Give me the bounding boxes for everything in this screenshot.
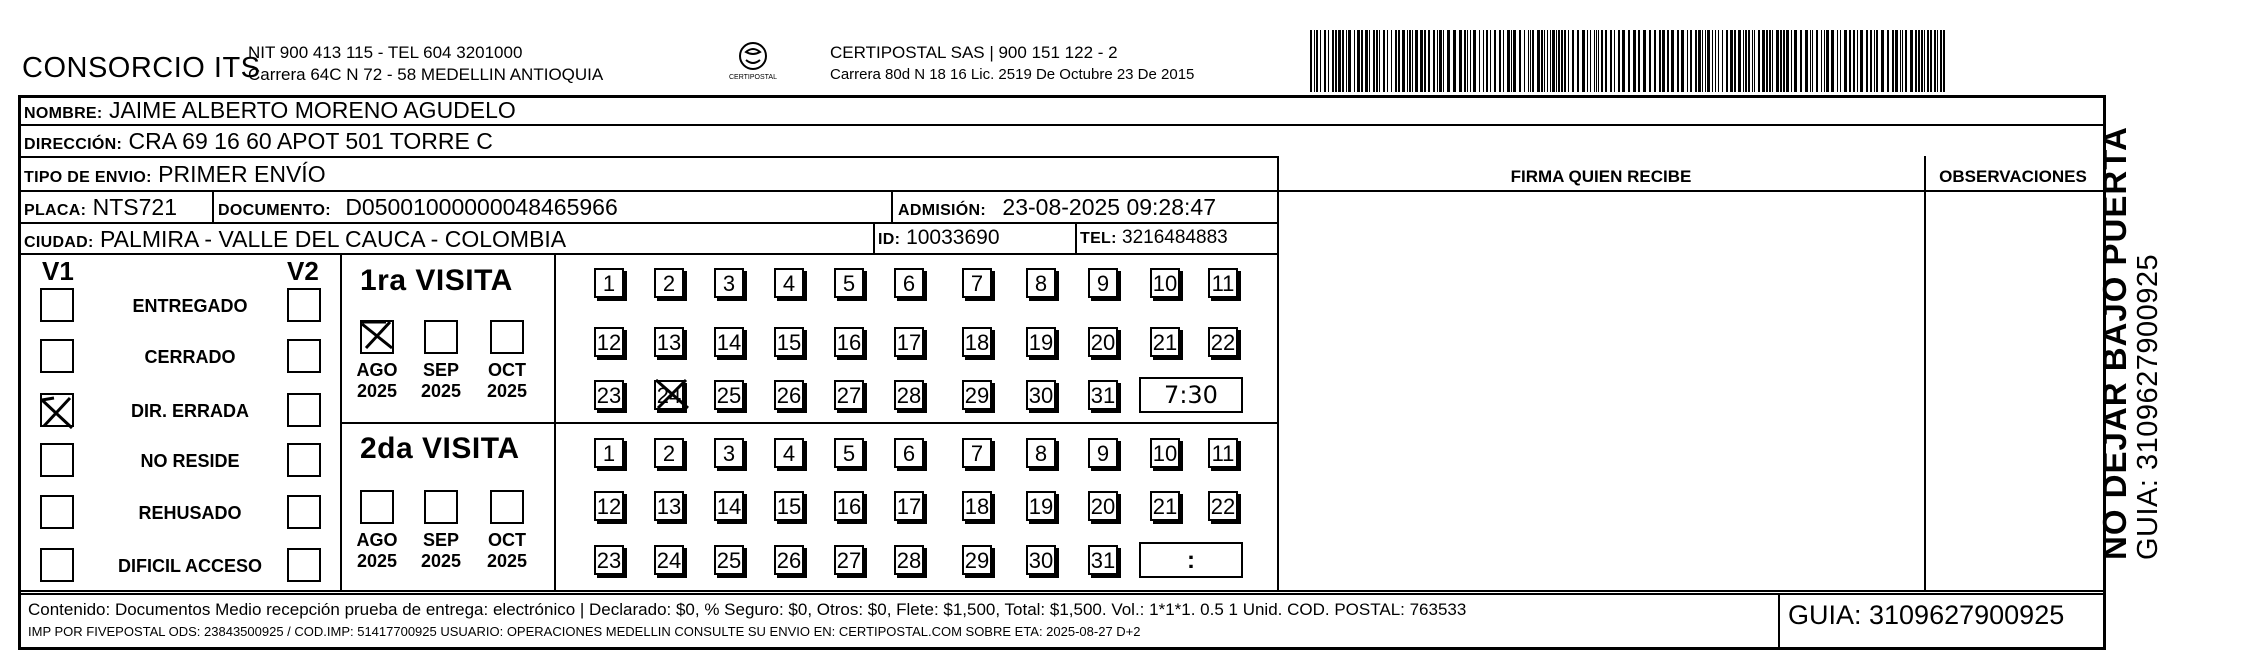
- day-box[interactable]: 30: [1026, 380, 1056, 410]
- ciudad-value: PALMIRA - VALLE DEL CAUCA - COLOMBIA: [100, 226, 567, 252]
- placa-value: NTS721: [92, 194, 178, 220]
- status-label: ENTREGADO: [132, 296, 248, 316]
- carrier-line: CERTIPOSTAL SAS | 900 151 122 - 2: [830, 43, 1118, 62]
- month-checkbox[interactable]: [424, 320, 458, 354]
- day-box[interactable]: 20: [1088, 491, 1118, 521]
- tipo-value: PRIMER ENVÍO: [158, 161, 326, 187]
- day-box[interactable]: 15: [774, 491, 804, 521]
- day-box[interactable]: 17: [894, 491, 924, 521]
- carrier-info: [830, 42, 1194, 86]
- day-box[interactable]: 19: [1026, 491, 1056, 521]
- company-address: Carrera 64C N 72 - 58 MEDELLIN ANTIOQUIA: [248, 65, 604, 84]
- footer-contenido: Contenido: Documentos Medio recepción prueba de entrega: electrónico | Declarado: $0, % Seguro: $0, Otros: $0, Flete: $1,500, Total: $1,500. Vol.: 1*1*1. 0.5 1 Unid. COD. POSTAL: 763533: [28, 600, 1467, 619]
- day-box[interactable]: 13: [654, 491, 684, 521]
- nombre-label: NOMBRE:: [24, 105, 103, 122]
- month-label: [352, 530, 402, 572]
- day-box[interactable]: 22: [1208, 327, 1238, 357]
- day-box[interactable]: 25: [714, 545, 744, 575]
- day-box[interactable]: 4: [774, 438, 804, 468]
- direccion-row: [24, 128, 493, 155]
- documento-value: D05001000000048465966: [345, 194, 618, 220]
- barcode: [1310, 30, 1950, 92]
- month-name: SEP: [422, 360, 460, 380]
- side-guia: GUIA: 3109627900925: [2132, 253, 2164, 560]
- day-box[interactable]: 10: [1150, 438, 1180, 468]
- day-box[interactable]: 5: [834, 438, 864, 468]
- v2-checkbox[interactable]: [287, 393, 321, 427]
- status-label: DIFICIL ACCESO: [117, 556, 262, 576]
- tipo-label: TIPO DE ENVIO:: [24, 169, 152, 186]
- day-box[interactable]: 30: [1026, 545, 1056, 575]
- month-checkbox[interactable]: [360, 320, 394, 354]
- day-box[interactable]: 29: [962, 545, 992, 575]
- month-checkbox[interactable]: [424, 490, 458, 524]
- day-box[interactable]: 14: [714, 491, 744, 521]
- month-label: [352, 360, 402, 402]
- company-name: CONSORCIO ITS: [22, 52, 261, 84]
- day-box[interactable]: 28: [894, 545, 924, 575]
- admision-label: ADMISIÓN:: [898, 202, 987, 219]
- day-box[interactable]: 10: [1150, 268, 1180, 298]
- month-name: AGO: [356, 360, 398, 380]
- ciudad-label: CIUDAD:: [24, 234, 94, 251]
- v2-checkbox[interactable]: [287, 443, 321, 477]
- documento-label: DOCUMENTO:: [218, 202, 331, 219]
- day-box[interactable]: 2: [654, 268, 684, 298]
- day-box[interactable]: 21: [1150, 491, 1180, 521]
- firma-header: FIRMA QUIEN RECIBE: [1510, 167, 1692, 186]
- month-label: [482, 530, 532, 572]
- logo-text: CERTIPOSTAL: [729, 74, 777, 81]
- month-year: 2025: [420, 551, 462, 571]
- month-name: SEP: [422, 530, 460, 550]
- carrier-address: Carrera 80d N 18 16 Lic. 2519 De Octubre 23 De 2015: [830, 66, 1195, 83]
- nit-line: NIT 900 413 115 - TEL 604 3201000: [248, 43, 523, 62]
- month-label: [482, 360, 532, 402]
- day-box[interactable]: 22: [1208, 491, 1238, 521]
- v2-checkbox[interactable]: [287, 548, 321, 582]
- id-value: 10033690: [906, 226, 1000, 249]
- month-checkbox[interactable]: [490, 320, 524, 354]
- v2-checkbox[interactable]: [287, 288, 321, 322]
- day-box[interactable]: 1: [594, 268, 624, 298]
- v2-checkbox[interactable]: [287, 339, 321, 373]
- day-box[interactable]: 2: [654, 438, 684, 468]
- v1-checkbox[interactable]: [40, 339, 74, 373]
- month-checkbox[interactable]: [490, 490, 524, 524]
- day-box[interactable]: 31: [1088, 545, 1118, 575]
- day-box[interactable]: 23: [594, 545, 624, 575]
- status-label: CERRADO: [144, 347, 236, 367]
- day-box[interactable]: 6: [894, 268, 924, 298]
- month-label: [416, 530, 466, 572]
- day-box[interactable]: 29: [962, 380, 992, 410]
- day-box[interactable]: 9: [1088, 438, 1118, 468]
- v1-header: V1: [42, 256, 74, 286]
- status-label: DIR. ERRADA: [130, 401, 249, 421]
- direccion-value: CRA 69 16 60 APOT 501 TORRE C: [128, 128, 493, 154]
- day-box[interactable]: 16: [834, 327, 864, 357]
- tel-value: 3216484883: [1122, 227, 1228, 248]
- day-box[interactable]: 1: [594, 438, 624, 468]
- observaciones-header: OBSERVACIONES: [1939, 167, 2087, 186]
- v1-checkbox[interactable]: [40, 288, 74, 322]
- day-box[interactable]: 12: [594, 491, 624, 521]
- v1-checkbox[interactable]: [40, 548, 74, 582]
- day-box[interactable]: 3: [714, 268, 744, 298]
- day-box[interactable]: 26: [774, 545, 804, 575]
- v2-checkbox[interactable]: [287, 495, 321, 529]
- ciudad-row: [24, 226, 566, 253]
- day-box[interactable]: 16: [834, 491, 864, 521]
- side-text: [2096, 126, 2165, 560]
- month-year: 2025: [356, 381, 398, 401]
- day-box[interactable]: 21: [1150, 327, 1180, 357]
- direccion-label: DIRECCIÓN:: [24, 136, 123, 153]
- company-info: [248, 42, 603, 86]
- documento-row: [218, 194, 618, 221]
- month-year: 2025: [420, 381, 462, 401]
- day-box[interactable]: 8: [1026, 268, 1056, 298]
- nombre-row: [24, 97, 516, 124]
- day-box[interactable]: 6: [894, 438, 924, 468]
- tel-label: TEL:: [1080, 230, 1117, 247]
- placa-row: [24, 194, 177, 221]
- first-visit-title: 1ra VISITA: [360, 264, 513, 297]
- v1-checkbox[interactable]: [40, 495, 74, 529]
- day-box[interactable]: 13: [654, 327, 684, 357]
- v1-checkbox[interactable]: [40, 443, 74, 477]
- second-visit-time[interactable]: :: [1139, 542, 1243, 578]
- admision-value: 23-08-2025 09:28:47: [1002, 194, 1216, 220]
- placa-label: PLACA:: [24, 202, 87, 219]
- month-year: 2025: [486, 551, 528, 571]
- day-box[interactable]: 17: [894, 327, 924, 357]
- day-box[interactable]: 27: [834, 380, 864, 410]
- day-box[interactable]: 26: [774, 380, 804, 410]
- month-year: 2025: [356, 551, 398, 571]
- day-box[interactable]: 11: [1208, 268, 1238, 298]
- tel-row: [1080, 227, 1228, 249]
- day-box[interactable]: 12: [594, 327, 624, 357]
- day-box[interactable]: 3: [714, 438, 744, 468]
- certipostal-logo: [718, 38, 788, 90]
- day-box[interactable]: 28: [894, 380, 924, 410]
- day-box[interactable]: 18: [962, 327, 992, 357]
- day-box[interactable]: 18: [962, 491, 992, 521]
- day-box[interactable]: 11: [1208, 438, 1238, 468]
- status-label: NO RESIDE: [140, 451, 240, 471]
- month-name: OCT: [488, 530, 526, 550]
- day-box[interactable]: 27: [834, 545, 864, 575]
- second-visit-title: 2da VISITA: [360, 432, 520, 465]
- id-row: [878, 226, 1000, 250]
- month-label: [416, 360, 466, 402]
- day-box[interactable]: 7: [962, 268, 992, 298]
- day-box[interactable]: 20: [1088, 327, 1118, 357]
- day-box[interactable]: 4: [774, 268, 804, 298]
- id-label: ID:: [878, 231, 901, 248]
- admision-row: [898, 194, 1216, 221]
- month-checkbox[interactable]: [360, 490, 394, 524]
- month-name: AGO: [356, 530, 398, 550]
- side-warning: NO DEJAR BAJO PUERTA: [2096, 126, 2133, 560]
- day-box[interactable]: 15: [774, 327, 804, 357]
- month-name: OCT: [488, 360, 526, 380]
- day-box[interactable]: 8: [1026, 438, 1056, 468]
- day-box[interactable]: 25: [714, 380, 744, 410]
- day-box[interactable]: 7: [962, 438, 992, 468]
- month-year: 2025: [486, 381, 528, 401]
- day-box[interactable]: 31: [1088, 380, 1118, 410]
- nombre-value: JAIME ALBERTO MORENO AGUDELO: [108, 97, 516, 123]
- day-box[interactable]: 24: [654, 545, 684, 575]
- status-label: REHUSADO: [138, 503, 242, 523]
- v1-checkbox[interactable]: [40, 393, 74, 427]
- day-box[interactable]: 14: [714, 327, 744, 357]
- v2-header: V2: [287, 256, 319, 286]
- day-box[interactable]: 19: [1026, 327, 1056, 357]
- first-visit-time[interactable]: 7:30: [1139, 377, 1243, 413]
- day-box[interactable]: 24: [654, 380, 684, 410]
- footer-imp: IMP POR FIVEPOSTAL ODS: 23843500925 / COD.IMP: 51417700925 USUARIO: OPERACIONES MEDELLIN CONSULTE SU ENVIO EN: CERTIPOSTAL.COM SOBRE ETA: 2025-08-27 D+2: [28, 624, 1141, 639]
- day-box[interactable]: 23: [594, 380, 624, 410]
- tipo-row: [24, 161, 326, 188]
- footer-guia: GUIA: 3109627900925: [1788, 600, 2065, 630]
- day-box[interactable]: 9: [1088, 268, 1118, 298]
- day-box[interactable]: 5: [834, 268, 864, 298]
